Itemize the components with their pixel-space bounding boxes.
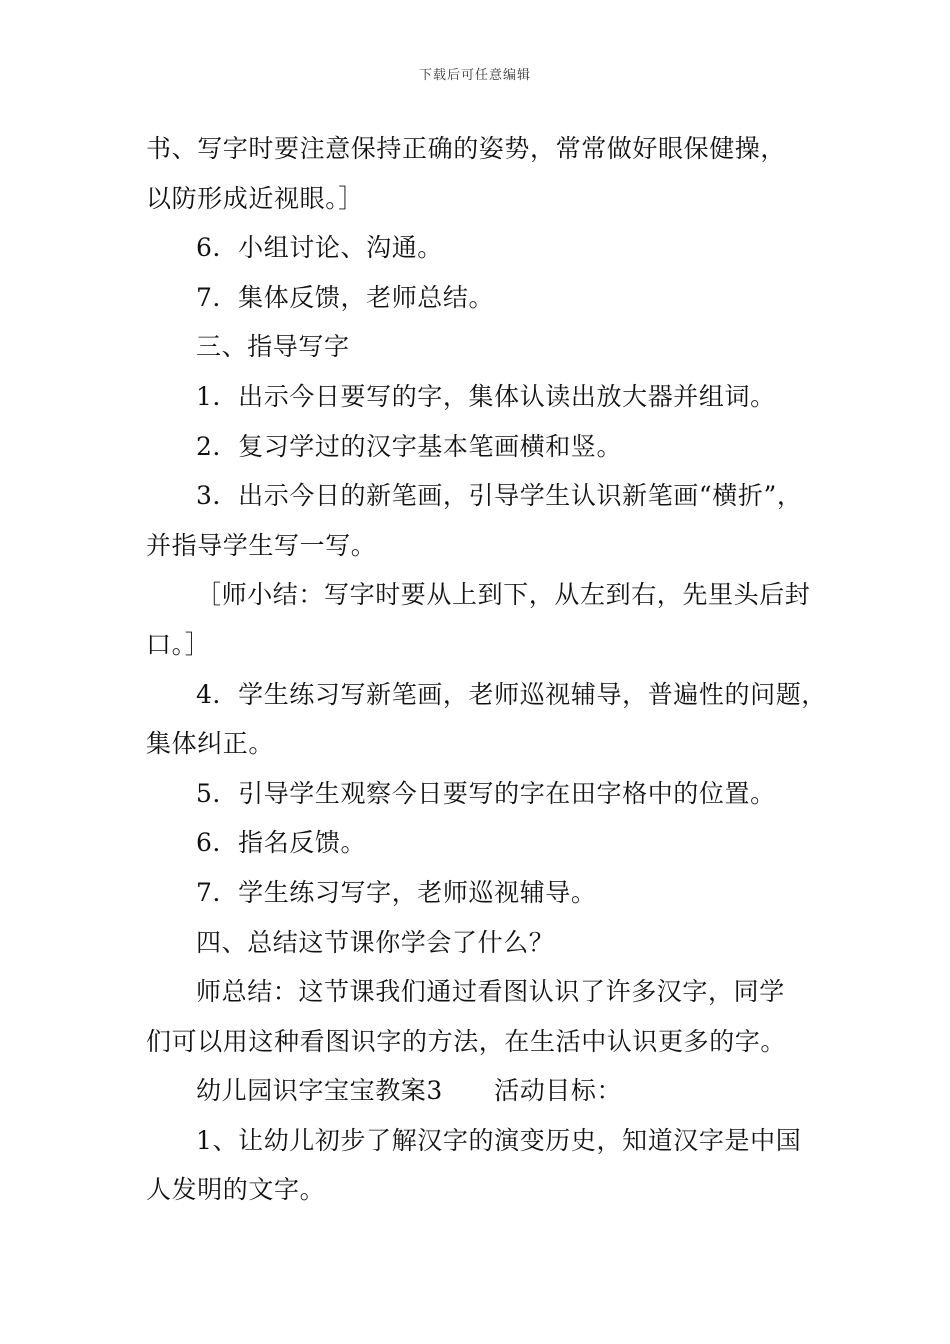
text-line: 6．小组讨论、沟通。	[196, 233, 443, 263]
text-line: 6．指名反馈。	[196, 828, 367, 858]
text-line: 人发明的文字。	[146, 1175, 326, 1205]
text-line: 7．学生练习写字，老师巡视辅导。	[196, 877, 597, 907]
page-header: 下载后可任意编辑	[418, 68, 531, 83]
text-line: 们可以用这种看图识字的方法，在生活中认识更多的字。	[146, 1026, 787, 1056]
lesson-title: 幼儿园识字宝宝教案3 活动目标：	[196, 1076, 623, 1106]
document-body	[146, 124, 836, 1215]
text-line: 1、让幼儿初步了解汉字的演变历史，知道汉字是中国	[196, 1125, 802, 1155]
text-line: 1．出示今日要写的字，集体认读出放大器并组词。	[196, 381, 776, 411]
text-line: 2．复习学过的汉字基本笔画横和竖。	[196, 431, 623, 461]
text-line: 集体纠正。	[146, 729, 275, 759]
section-heading: 四、总结这节课你学会了什么？	[196, 927, 555, 957]
text-line: 3．出示今日的新笔画，引导学生认识新笔画“横折”，	[196, 481, 803, 511]
text-line: 以防形成近视眼。］	[146, 183, 364, 213]
text-line: 书、写字时要注意保持正确的姿势，常常做好眼保健操，	[146, 134, 787, 163]
text-line: ［师小结：写字时要从上到下，从左到右，先里头后封	[196, 580, 811, 610]
text-line: 4．学生练习写新笔画，老师巡视辅导，普遍性的问题，	[196, 679, 827, 709]
text-line: 并指导学生写一写。	[146, 530, 377, 560]
section-heading: 三、指导写字	[196, 332, 350, 362]
text-line: 5．引导学生观察今日要写的字在田字格中的位置。	[196, 778, 776, 808]
text-line: 师总结：这节课我们通过看图认识了许多汉字，同学	[196, 977, 785, 1007]
text-line: 7．集体反馈，老师总结。	[196, 282, 495, 312]
text-line: 口。］	[146, 629, 211, 659]
